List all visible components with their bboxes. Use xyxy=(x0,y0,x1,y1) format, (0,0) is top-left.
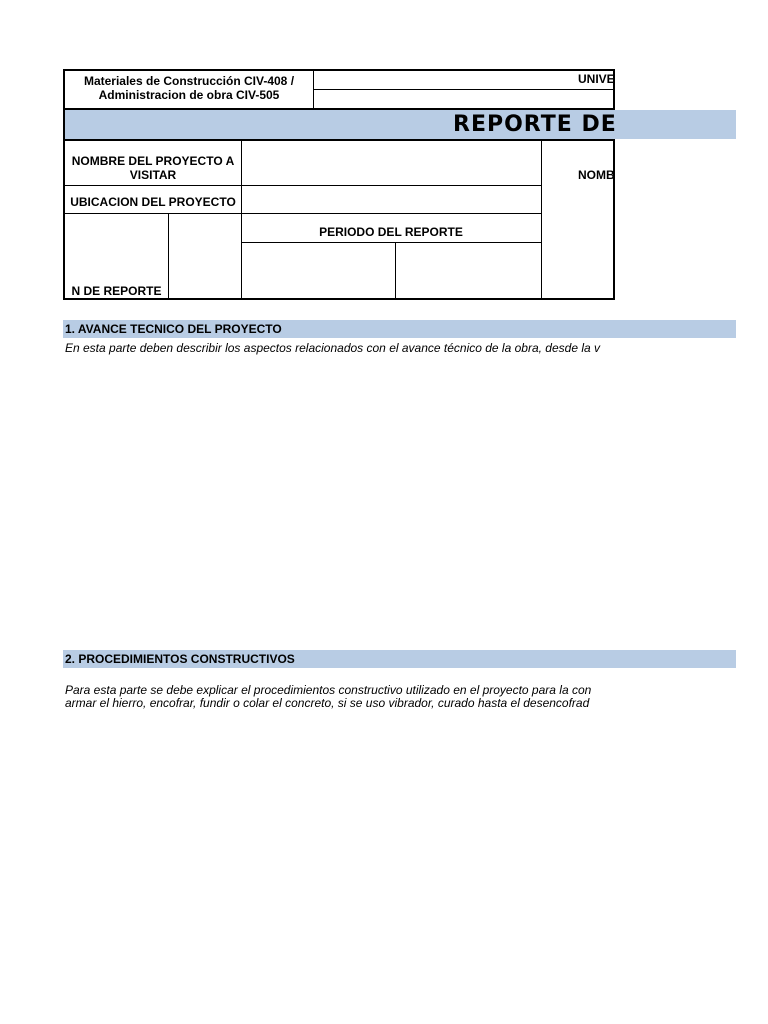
course-line-1: Materiales de Construcción CIV-408 / xyxy=(83,74,295,88)
project-name-row-divider xyxy=(63,185,542,186)
university-name: UNIVE xyxy=(578,72,615,86)
report-period-label: PERIODO DEL REPORTE xyxy=(319,225,463,239)
university-row-divider xyxy=(313,89,615,90)
section-2-text-line-1: Para esta parte se debe explicar el procedimientos constructivo utilizado en el proyecto para la con xyxy=(65,684,592,697)
location-row-divider xyxy=(63,213,542,214)
info-column-divider xyxy=(541,141,542,300)
report-number-label: N DE REPORTE xyxy=(71,284,162,298)
project-name-label-line-1: NOMBRE DEL PROYECTO A xyxy=(71,154,235,168)
section-2-text-line-2: armar el hierro, encofrar, fundir o colar el concreto, si se uso vibrador, curado hasta el desencofrad xyxy=(65,697,590,710)
project-name-label-line-2: VISITAR xyxy=(129,168,177,182)
project-name-label xyxy=(65,154,241,182)
project-location-label: UBICACION DEL PROYECTO xyxy=(70,195,236,209)
label-column-divider xyxy=(241,141,242,300)
report-number-divider xyxy=(168,213,169,300)
section-1-text: En esta parte deben describir los aspectos relacionados con el avance técnico de la obra, desde la v xyxy=(65,342,600,355)
section-1-title: 1. AVANCE TECNICO DEL PROYECTO xyxy=(65,322,282,336)
period-column-divider xyxy=(395,242,396,300)
report-title-band xyxy=(65,110,736,139)
period-row-divider xyxy=(241,242,542,243)
course-name xyxy=(65,74,313,102)
title-band-bottom-border xyxy=(63,139,615,141)
name-label-partial: NOMB xyxy=(578,168,615,182)
course-line-2: Administracion de obra CIV-505 xyxy=(98,88,280,102)
section-2-title: 2. PROCEDIMIENTOS CONSTRUCTIVOS xyxy=(65,652,295,666)
report-title: REPORTE DE xyxy=(453,112,617,137)
